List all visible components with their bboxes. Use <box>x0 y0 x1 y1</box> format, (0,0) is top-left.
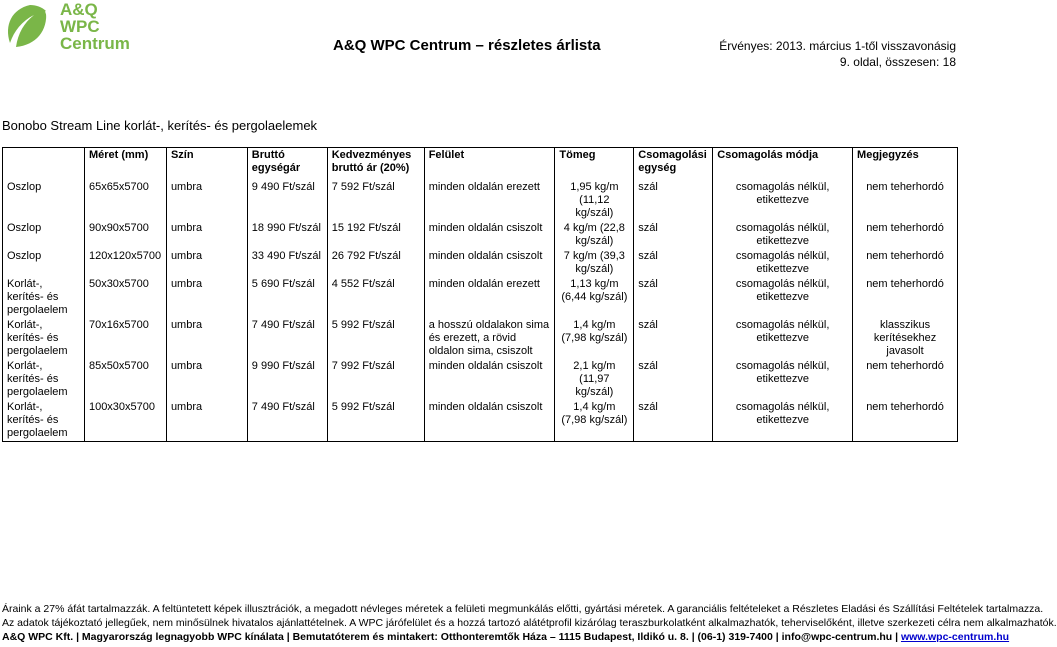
cell-surface: minden oldalán erezett <box>424 180 555 221</box>
cell-size: 120x120x5700 <box>84 249 166 277</box>
cell-type: Oszlop <box>3 180 85 221</box>
cell-gross-price: 18 990 Ft/szál <box>247 221 327 249</box>
cell-pack-unit: szál <box>634 359 713 400</box>
header-cell-pack-method: Csomagolás módja <box>713 148 853 181</box>
cell-gross-price: 33 490 Ft/szál <box>247 249 327 277</box>
cell-surface: minden oldalán csiszolt <box>424 400 555 442</box>
cell-discount-price: 5 992 Ft/szál <box>327 400 424 442</box>
cell-type: Korlát-, kerítés- és pergolaelem <box>3 400 85 442</box>
cell-size: 70x16x5700 <box>84 318 166 359</box>
cell-color: umbra <box>166 221 247 249</box>
header-cell-type <box>3 148 85 181</box>
cell-surface: minden oldalán erezett <box>424 277 555 318</box>
cell-weight: 2,1 kg/m (11,97 kg/szál) <box>555 359 634 400</box>
section-title: Bonobo Stream Line korlát-, kerítés- és pergolaelemek <box>2 118 318 133</box>
cell-weight: 1,4 kg/m (7,98 kg/szál) <box>555 400 634 442</box>
cell-surface: a hosszú oldalakon sima és erezett, a rövid oldalon sima, csiszolt <box>424 318 555 359</box>
website-link[interactable]: www.wpc-centrum.hu <box>900 631 1010 643</box>
table-row <box>3 359 958 400</box>
header-cell-note: Megjegyzés <box>853 148 958 181</box>
leaf-logo-icon <box>2 1 58 53</box>
footer-company-info: A&Q WPC Kft. | Magyarország legnagyobb WPC kínálata | Bemutatóterem és mintakert: Otthonteremtők Háza – 1115 Budapest, Ildikó u. 8. | (06-1) 319-7400 | info@wpc-centrum.hu | <box>2 631 899 643</box>
cell-pack-unit: szál <box>634 180 713 221</box>
footer-vat-note: Áraink a 27% áfát tartalmazzák. A feltüntetett képek illusztrációk, a megadott névleges méretek a felületi megmunkálás előtti, gyártási méretek. A garanciális feltételeket a Részletes Eladási és Szállítási Feltételek tartalmazza. <box>2 603 1044 615</box>
table-row <box>3 180 958 221</box>
cell-note: nem teherhordó <box>853 221 958 249</box>
cell-pack-method: csomagolás nélkül, etikettezve <box>713 277 853 318</box>
cell-color: umbra <box>166 318 247 359</box>
logo-line-1: A&Q <box>60 0 98 19</box>
cell-surface: minden oldalán csiszolt <box>424 359 555 400</box>
cell-gross-price: 5 690 Ft/szál <box>247 277 327 318</box>
cell-pack-method: csomagolás nélkül, etikettezve <box>713 400 853 442</box>
cell-weight: 1,13 kg/m (6,44 kg/szál) <box>555 277 634 318</box>
cell-gross-price: 9 490 Ft/szál <box>247 180 327 221</box>
cell-pack-method: csomagolás nélkül, etikettezve <box>713 318 853 359</box>
cell-size: 85x50x5700 <box>84 359 166 400</box>
footer-contact <box>2 631 1009 643</box>
validity-text: Érvényes: 2013. március 1-től visszavonásig <box>719 39 956 53</box>
header-cell-size: Méret (mm) <box>84 148 166 181</box>
cell-pack-method: csomagolás nélkül, etikettezve <box>713 180 853 221</box>
cell-weight: 7 kg/m (39,3 kg/szál) <box>555 249 634 277</box>
cell-discount-price: 26 792 Ft/szál <box>327 249 424 277</box>
cell-surface: minden oldalán csiszolt <box>424 221 555 249</box>
header-cell-pack-unit: Csomagolási egység <box>634 148 713 181</box>
table-row <box>3 221 958 249</box>
cell-pack-method: csomagolás nélkül, etikettezve <box>713 359 853 400</box>
cell-type: Oszlop <box>3 221 85 249</box>
cell-pack-unit: szál <box>634 249 713 277</box>
cell-weight: 4 kg/m (22,8 kg/szál) <box>555 221 634 249</box>
cell-color: umbra <box>166 400 247 442</box>
header-cell-color: Szín <box>166 148 247 181</box>
table-row <box>3 318 958 359</box>
cell-weight: 1,4 kg/m (7,98 kg/szál) <box>555 318 634 359</box>
header-cell-weight: Tömeg <box>555 148 634 181</box>
logo-wordmark <box>60 1 130 52</box>
table-header-row <box>3 148 958 181</box>
cell-note: nem teherhordó <box>853 277 958 318</box>
cell-discount-price: 5 992 Ft/szál <box>327 318 424 359</box>
cell-size: 65x65x5700 <box>84 180 166 221</box>
cell-color: umbra <box>166 180 247 221</box>
cell-discount-price: 7 992 Ft/szál <box>327 359 424 400</box>
table-row <box>3 277 958 318</box>
cell-color: umbra <box>166 277 247 318</box>
cell-gross-price: 7 490 Ft/szál <box>247 400 327 442</box>
cell-pack-unit: szál <box>634 318 713 359</box>
cell-discount-price: 7 592 Ft/szál <box>327 180 424 221</box>
cell-type: Korlát-, kerítés- és pergolaelem <box>3 359 85 400</box>
table-body <box>3 180 958 442</box>
cell-size: 90x90x5700 <box>84 221 166 249</box>
company-logo <box>2 1 142 53</box>
cell-note: nem teherhordó <box>853 359 958 400</box>
cell-note: nem teherhordó <box>853 249 958 277</box>
cell-discount-price: 15 192 Ft/szál <box>327 221 424 249</box>
logo-line-2: WPC <box>60 17 100 36</box>
cell-note: nem teherhordó <box>853 400 958 442</box>
cell-size: 100x30x5700 <box>84 400 166 442</box>
cell-type: Korlát-, kerítés- és pergolaelem <box>3 318 85 359</box>
header-cell-discount-price: Kedvezményes bruttó ár (20%) <box>327 148 424 181</box>
cell-type: Korlát-, kerítés- és pergolaelem <box>3 277 85 318</box>
cell-gross-price: 7 490 Ft/szál <box>247 318 327 359</box>
table-row <box>3 249 958 277</box>
cell-pack-unit: szál <box>634 221 713 249</box>
cell-pack-method: csomagolás nélkül, etikettezve <box>713 249 853 277</box>
page-info: 9. oldal, összesen: 18 <box>839 55 956 69</box>
footer-disclaimer: Az adatok tájékoztató jellegűek, nem minősülnek hivatalos ajánlattételnek. A WPC járófelület és a hozzá tartozó alátétprofil kizárólag teraszburkolatként alkalmazhatók, teherviselőként, illetve szerkezeti célra nem alkalmazhatók. <box>2 617 1057 629</box>
document-title: A&Q WPC Centrum – részletes árlista <box>333 37 601 54</box>
header-cell-gross-price: Bruttó egységár <box>247 148 327 181</box>
cell-size: 50x30x5700 <box>84 277 166 318</box>
cell-note: klasszikus kerítésekhez javasolt <box>853 318 958 359</box>
cell-pack-unit: szál <box>634 400 713 442</box>
cell-weight: 1,95 kg/m (11,12 kg/szál) <box>555 180 634 221</box>
cell-note: nem teherhordó <box>853 180 958 221</box>
cell-pack-method: csomagolás nélkül, etikettezve <box>713 221 853 249</box>
logo-line-3: Centrum <box>60 34 130 53</box>
table-row <box>3 400 958 442</box>
cell-color: umbra <box>166 359 247 400</box>
cell-pack-unit: szál <box>634 277 713 318</box>
cell-gross-price: 9 990 Ft/szál <box>247 359 327 400</box>
cell-type: Oszlop <box>3 249 85 277</box>
header-cell-surface: Felület <box>424 148 555 181</box>
cell-discount-price: 4 552 Ft/szál <box>327 277 424 318</box>
cell-color: umbra <box>166 249 247 277</box>
price-table <box>2 147 958 442</box>
cell-surface: minden oldalán csiszolt <box>424 249 555 277</box>
